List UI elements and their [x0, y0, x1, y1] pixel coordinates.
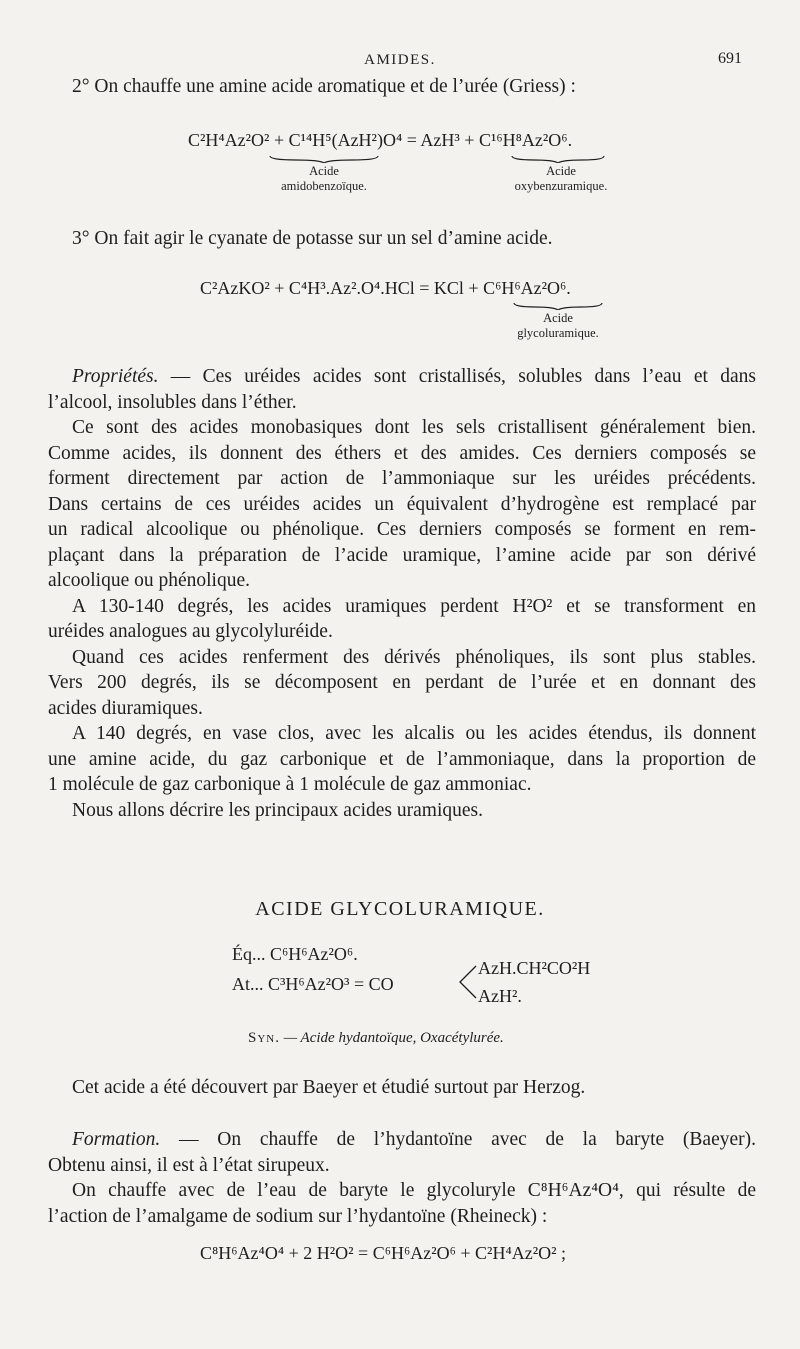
brace-amidobenzoic: [268, 155, 380, 163]
product-ammonia: AzH³: [420, 130, 460, 150]
branch-lower-group: AzH².: [478, 986, 522, 1006]
atomic-formula: At... C³H⁶Az²O³ = CO: [232, 974, 394, 994]
formation-first-line: Formation. — On chauffe de l’hydantoïne avec de la baryte (Baeyer).: [72, 1129, 756, 1150]
formation-heading: Formation.: [72, 1129, 161, 1150]
method-3-equation: C²AzKO² + C⁴H³.Az².O⁴.HCl = KCl + C⁶H⁶Az²O⁶.: [200, 278, 571, 298]
properties-first-line: Propriétés. — Ces uréides acides sont cristallisés, solubles dans l’eau et dans: [72, 366, 756, 387]
label-oxybenzuramic: Acide oxybenzuramique.: [514, 164, 608, 193]
branch-upper-group: AzH.CH²CO²H: [478, 958, 591, 978]
product-oxybenzuramic: C¹⁶H⁸Az²O⁶.: [478, 130, 573, 150]
discovery-paragraph: Cet acide a été découvert par Baeyer et étudié surtout par Herzog.: [72, 1077, 586, 1098]
formation-section: Formation. — On chauffe de l’hydantoïne avec de la baryte (Baeyer). Obtenu ainsi, il est à l’état sirupeux. On chauffe avec de l’eau de baryte le glycoluryle C⁸H⁶Az⁴O⁴, qui résulte de l’action de l’amalgame de sodium sur l’hydantoïne (Rheineck) :: [48, 1129, 756, 1227]
reactant-amino-acid: C¹⁴H⁵(AzH²)O⁴: [288, 130, 403, 150]
reactant-urea: C²H⁴Az²O²: [188, 130, 270, 150]
method-2-equation: C²H⁴Az²O² + C¹⁴H⁵(AzH²)O⁴ = AzH³ + C¹⁶H⁸Az²O⁶.: [188, 130, 573, 150]
method-3-intro: 3° On fait agir le cyanate de potasse sur un sel d’amine acide.: [72, 228, 553, 249]
brace-oxybenzuramic: [510, 155, 606, 163]
properties-section: Propriétés. — Ces uréides acides sont cristallisés, solubles dans l’eau et dans l’alcool, insolubles dans l’éther. Ce sont des acides monobasiques dont les sels cristallisent généralement bien. Comme acides, ils donnent des éthers et des amides. Ces derniers composés se forment directement par action de l’ammoniaque sur les uréides précédents. Dans certains de ces uréides acides un équivalent d’hydrogène est remplacé par un radical alcoolique ou phénolique. Ces derniers composés se forment en rem- plaçant dans la préparation de l’acide uramique, l’amine acide par son dérivé alcoolique ou phénolique. A 130-140 degrés, les acides uramiques perdent H²O² et se transforment en uréides analogues au glycolyluréide. Quand ces acides renferment des dérivés phénoliques, ils sont plus stables. Vers 200 degrés, ils se décomposent en perdant de l’urée et en donnant des acides diuramiques. A 140 degrés, en vase clos, avec les alcalis ou les acides étendus, ils donnent une amine acide, du gaz carbonique et de l’ammoniaque, dans la proportion de 1 molécule de gaz carbonique à 1 molécule de gaz ammoniac. Nous allons décrire les principaux acides uramiques.: [48, 366, 756, 821]
equivalent-formula: Éq... C⁶H⁶Az²O⁶.: [232, 944, 358, 964]
section-title: ACIDE GLYCOLURAMIQUE.: [255, 898, 545, 920]
branch-bracket: [456, 962, 478, 1002]
brace-glycoluramic: [512, 302, 604, 310]
label-glycoluramic: Acide glycoluramique.: [517, 311, 599, 340]
method-2-intro: 2° On chauffe une amine acide aromatique et de l’urée (Griess) :: [72, 76, 576, 97]
formation-equation: C⁸H⁶Az⁴O⁴ + 2 H²O² = C⁶H⁶Az²O⁶ + C²H⁴Az²O² ;: [200, 1243, 567, 1263]
synonyms-label: Syn.: [248, 1030, 280, 1046]
properties-heading: Propriétés.: [72, 366, 159, 387]
label-amidobenzoic: Acide amidobenzoïque.: [281, 164, 367, 193]
synonyms: Syn. — Acide hydantoïque, Oxacétylurée.: [248, 1030, 504, 1046]
running-header: AMIDES.: [364, 52, 436, 68]
page-number: 691: [718, 50, 742, 67]
